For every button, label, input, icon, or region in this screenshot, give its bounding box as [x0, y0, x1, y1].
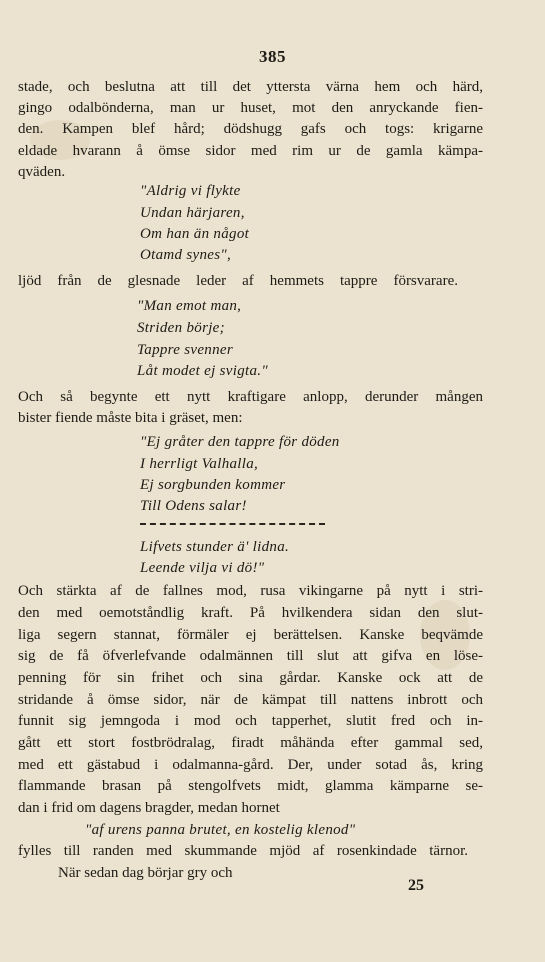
verse3-line: Ej sorgbunden kommer: [140, 477, 286, 493]
para3-line: dan i frid om dagens bragder, medan hornet: [18, 800, 280, 816]
para1-line: qväden.: [18, 164, 66, 180]
verse4-line: Lifvets stunder ä' lidna.: [140, 539, 290, 555]
para3-line: funnit sig jemngoda i mod och tapperhet, slutit fred och in-: [18, 713, 483, 729]
verse3-line: I herrligt Valhalla,: [140, 456, 259, 472]
dash-separator: [140, 523, 325, 525]
para2-line: bister fiende måste bita i gräset, men:: [18, 410, 243, 426]
para1-line: stade, och beslutna att till det yttersta värna hem och härd,: [18, 79, 483, 95]
verse2-line: Låt modet ej svigta.": [137, 363, 268, 379]
nar-line: När sedan dag börjar gry och: [58, 865, 233, 881]
para3-line: med ett gästabud i odalmanna-gård. Der, under sotad ås, kring: [18, 757, 483, 773]
fylles-line: fylles till randen med skummande mjöd af rosenkindade tärnor.: [18, 843, 468, 859]
para3-line: stridande å ömse sidor, när de kämpat till nattens inbrott och: [18, 692, 483, 708]
verse2-line: Striden börje;: [137, 320, 225, 336]
verse1-line: Otamd synes",: [140, 247, 232, 263]
ljod-line: ljöd från de glesnade leder af hemmets tappre försvarare.: [18, 273, 458, 289]
verse1-line: "Aldrig vi flykte: [140, 183, 241, 199]
para1-line: den. Kampen blef hård; dödshugg gafs och togs: krigarne: [18, 121, 483, 137]
verse1-line: Om han än något: [140, 226, 250, 242]
para1-line: eldade hvarann å ömse sidor med rim ur de gamla kämpa-: [18, 143, 483, 159]
para3-line: Och stärkta af de fallnes mod, rusa vikingarne på nytt i stri-: [18, 583, 483, 599]
signature-mark: 25: [408, 877, 424, 894]
page-number: 385: [259, 47, 286, 66]
para3-line: liga segern stannat, förmäler ej berättelsen. Kanske beqvämde: [18, 627, 483, 643]
para3-line: gått ett stort fostbrödralag, firadt måhända efter gammal sed,: [18, 735, 483, 751]
para3-line: penning för sin frihet och sina gårdar. Kanske ock att de: [18, 670, 483, 686]
verse4-line: Leende vilja vi dö!": [140, 560, 265, 576]
para3-line: den med oemotståndlig kraft. På hvilkendera sidan den slut-: [18, 605, 483, 621]
verse3-line: "Ej gråter den tappre för döden: [140, 434, 340, 450]
para3-line: flammande brasan på stengolfvets midt, glamma kämparne se-: [18, 778, 483, 794]
verse2-line: Tappre svenner: [137, 342, 234, 358]
verse5-line: "af urens panna brutet, en kostelig klenod": [85, 822, 356, 838]
verse3-line: Till Odens salar!: [140, 498, 247, 514]
para2-line: Och så begynte ett nytt kraftigare anlopp, derunder mången: [18, 389, 483, 405]
para1-line: gingo odalbönderna, man ur huset, mot den anryckande fien-: [18, 100, 483, 116]
para3-line: sig de få öfverlefvande odalmännen till slut att gifva en löse-: [18, 648, 483, 664]
verse2-line: "Man emot man,: [137, 298, 242, 314]
verse1-line: Undan härjaren,: [140, 205, 245, 221]
